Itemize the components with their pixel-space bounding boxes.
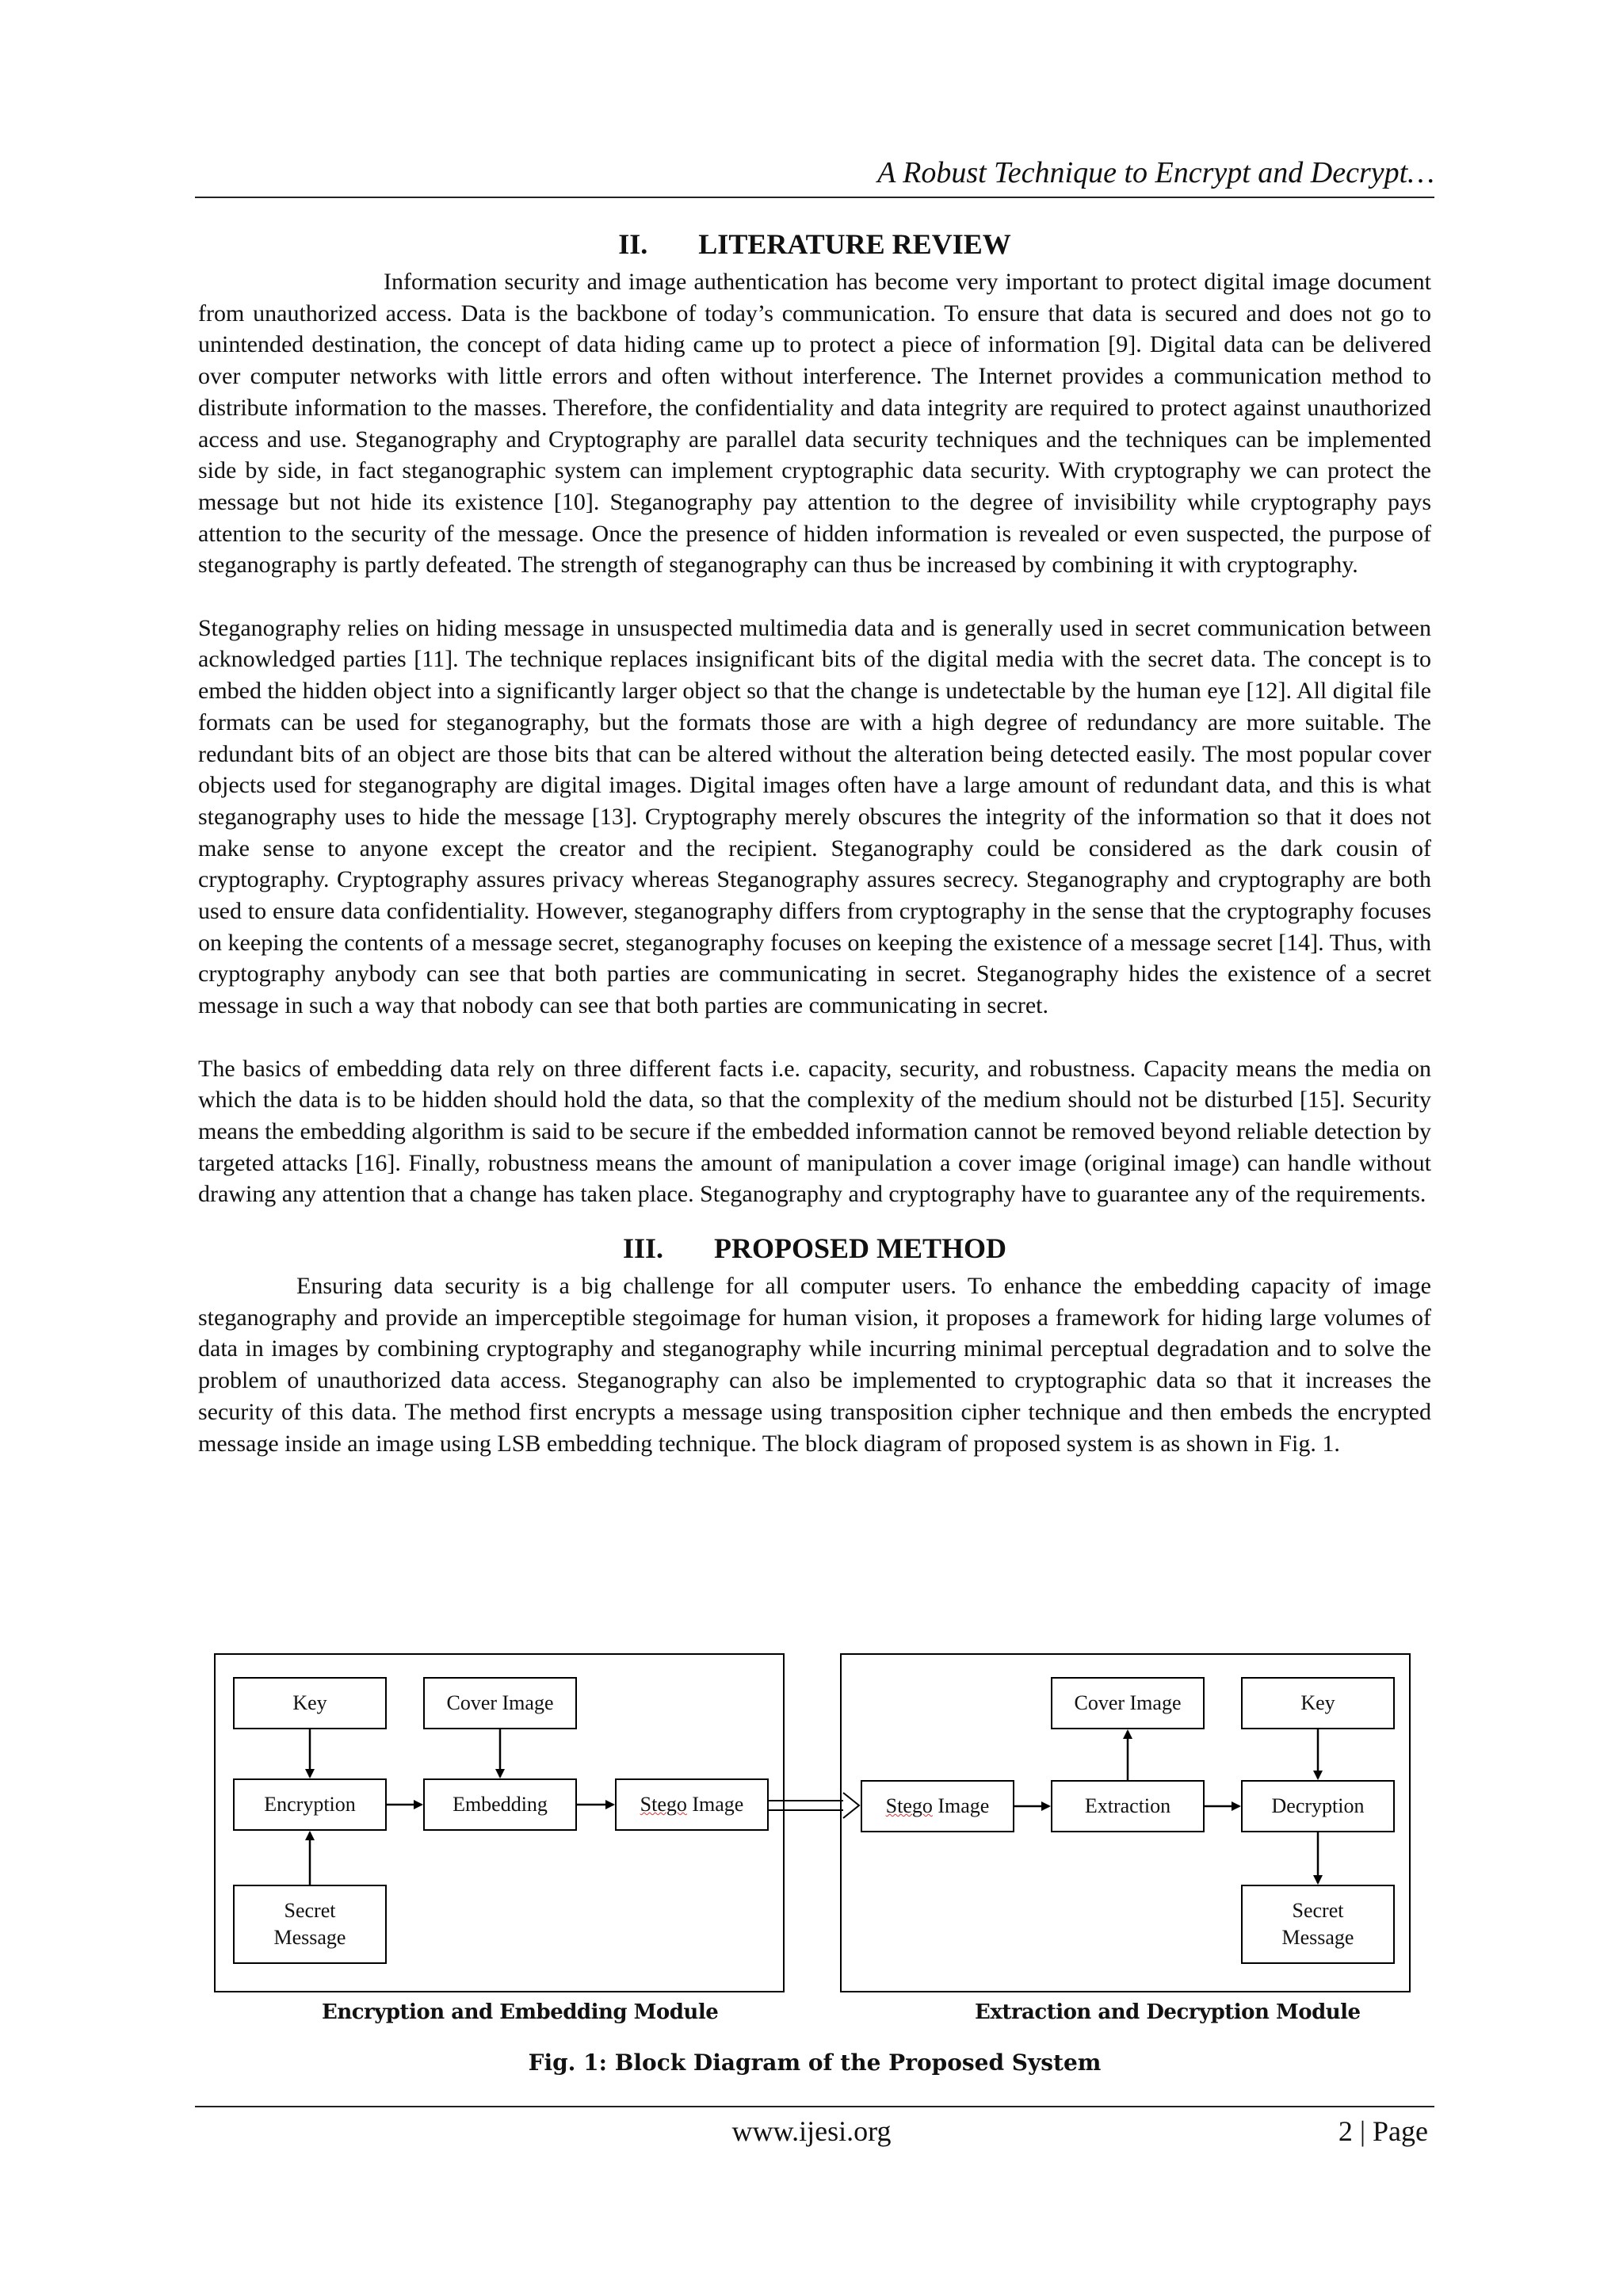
footer-page-number: 2 | Page <box>1338 2115 1428 2147</box>
footer-rule <box>195 2106 1434 2107</box>
running-title: A Robust Technique to Encrypt and Decrypt… <box>877 156 1434 189</box>
recovered-secret-message-box: Secret Message <box>1241 1885 1395 1964</box>
decryption-module-label: Extraction and Decryption Module <box>975 2000 1361 2024</box>
section-3-title: PROPOSED METHOD <box>714 1232 1007 1265</box>
page-body <box>198 222 1431 1459</box>
cover-image-output-box: Cover Image <box>1051 1677 1205 1729</box>
literature-paragraph-1: Information security and image authentication has become very important to protect digital image document from unauthorized access. Data is the backbone of today’s communication. To ensure that data is secured and does not go to unintended destination, the concept of data hiding came up to protect a piece of information [9]. Digital data can be delivered over computer networks with little errors and often without interference. The Internet provides a communication method to distribute information to the masses. Therefore, the confidentiality and data integrity are required to protect against unauthorized access and use. Steganography and Cryptography are parallel data security techniques and the techniques can be implemented side by side, in fact steganographic system can implement cryptographic data security. With cryptography we can protect the message but not hide its existence [10]. Steganography pay attention to the degree of invisibility while cryptography pays attention to the security of the message. Once the presence of hidden information is revealed or even suspected, the purpose of steganography is partly defeated. The strength of steganography can thus be increased by combining it with cryptography. <box>198 269 1431 579</box>
extraction-box: Extraction <box>1051 1780 1205 1832</box>
cover-image-box: Cover Image <box>423 1677 577 1729</box>
embedding-box: Embedding <box>423 1778 577 1831</box>
literature-paragraph-2: Steganography relies on hiding message in unsuspected multimedia data and is generally used in secret communication between acknowledged parties [11]. The technique replaces insignificant bits of the digital media with the secret data. The concept is to embed the hidden object into a significantly larger object so that the change is undetectable by the human eye [12]. All digital file formats can be used for steganography, but the formats those are with a high degree of redundancy are more suitable. The redundant bits of an object are those bits that can be altered without the alteration being detected easily. The most popular cover objects used for steganography are digital images. Digital images often have a large amount of redundant data, and this is what steganography uses to hide the message [13]. Cryptography merely obscures the integrity of the information so that it does not make sense to anyone except the creator and the recipient. Steganography could be considered as the dark cousin of cryptography. Cryptography assures privacy whereas Steganography assures secrecy. Steganography and cryptography are both used to ensure data confidentiality. However, steganography differs from cryptography in the sense that the cryptography focuses on keeping the contents of a message secret, steganography focuses on keeping the existence of a message secret [14]. Thus, with cryptography anybody can see that both parties are communicating in secret. Steganography hides the existence of a secret message in such a way that nobody can see that both parties are communicating in secret. <box>198 614 1431 1019</box>
encryption-module-label: Encryption and Embedding Module <box>322 2000 719 2024</box>
footer-website: www.ijesi.org <box>731 2115 892 2147</box>
figure-caption: Fig. 1: Block Diagram of the Proposed System <box>528 2050 1102 2076</box>
diagram-arrows <box>214 1653 1415 2002</box>
decryption-key-box: Key <box>1241 1677 1395 1729</box>
decryption-box: Decryption <box>1241 1780 1395 1832</box>
secret-message-box: Secret Message <box>233 1885 387 1964</box>
stego-image-input-box: Stego Image <box>861 1780 1014 1832</box>
double-arrow-transfer <box>769 1793 859 1818</box>
block-diagram-figure <box>214 1653 1415 2097</box>
encryption-box: Encryption <box>233 1778 387 1831</box>
section-3-heading <box>198 1226 1431 1270</box>
key-box: Key <box>233 1677 387 1729</box>
section-2-title: LITERATURE REVIEW <box>698 228 1011 260</box>
section-2-heading <box>198 222 1431 266</box>
section-3-number: III. <box>622 1232 663 1265</box>
stego-image-box: Stego Image <box>615 1778 769 1831</box>
section-2-number: II. <box>618 228 648 260</box>
literature-paragraph-3: The basics of embedding data rely on three different facts i.e. capacity, security, and robustness. Capacity means the media on which the data is to be hidden should hold the data, so that the complexity of the medium should not be disturbed [15]. Security means the embedding algorithm is said to be secure if the embedded information cannot be removed beyond reliable detection by targeted attacks [16]. Finally, robustness means the amount of manipulation a cover image (original image) can handle without drawing any attention that a change has taken place. Steganography and cryptography have to guarantee any of the requirements. <box>198 1055 1431 1208</box>
proposed-method-paragraph: Ensuring data security is a big challenge for all computer users. To enhance the embedding capacity of image steganography and provide an imperceptible stegoimage for human vision, it proposes a framework for hiding large volumes of data in images by combining cryptography and steganography while incurring minimal perceptual degradation and to solve the problem of unauthorized data access. Steganography can also be implemented to cryptographic data so that it increases the security of this data. The method first encrypts a message using transposition cipher technique and then embeds the encrypted message inside an image using LSB embedding technique. The block diagram of proposed system is as shown in Fig. 1. <box>198 1273 1431 1457</box>
header-rule <box>195 197 1434 198</box>
